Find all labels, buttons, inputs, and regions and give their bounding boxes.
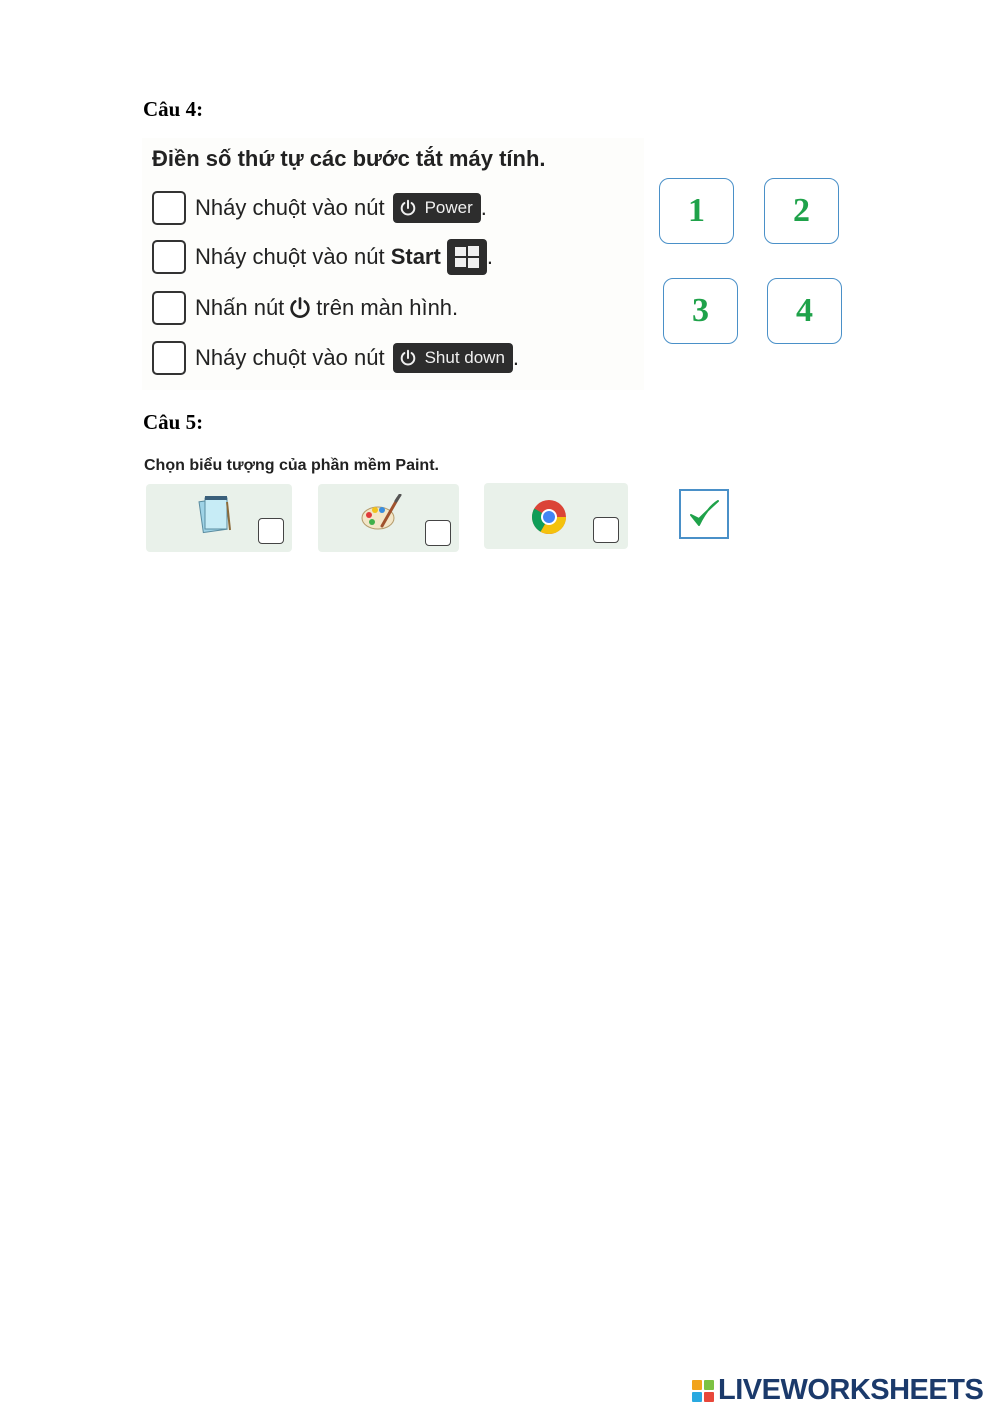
step-answer-box[interactable] <box>152 191 186 225</box>
liveworksheets-logo <box>692 1374 983 1407</box>
step-row-start <box>152 237 493 277</box>
chrome-icon <box>530 498 568 536</box>
checkmark-icon <box>687 498 721 530</box>
step-row-power-symbol <box>152 288 458 328</box>
step-answer-box[interactable] <box>152 240 186 274</box>
paint-checkbox[interactable] <box>425 520 451 546</box>
notepad-option-card <box>146 484 292 552</box>
question-5-instruction: Chọn biểu tượng của phần mềm Paint. <box>144 457 439 474</box>
step-answer-box[interactable] <box>152 291 186 325</box>
paint-option-card <box>318 484 459 552</box>
step-text: Nháy chuột vào nút <box>195 244 391 269</box>
power-icon <box>399 349 417 367</box>
liveworksheets-brand-text: LIVEWORKSHEETS <box>718 1374 984 1406</box>
step-text: Nháy chuột vào nút <box>195 345 385 370</box>
liveworksheets-logo-icon <box>692 1380 714 1402</box>
power-icon <box>399 199 417 217</box>
step-suffix: . <box>512 345 520 370</box>
step-text-suffix: trên màn hình. <box>316 295 459 320</box>
power-icon <box>288 296 312 320</box>
step-suffix: . <box>486 244 493 269</box>
step-answer-box[interactable] <box>152 341 186 375</box>
shutdown-button-label: Shut down <box>424 348 505 367</box>
chrome-option-card <box>484 483 628 549</box>
number-tile-3[interactable]: 3 <box>663 278 738 344</box>
number-tile-4[interactable]: 4 <box>767 278 842 344</box>
windows-start-icon <box>447 239 487 275</box>
step-row-power <box>152 188 487 228</box>
shutdown-button-chip <box>393 343 513 373</box>
notepad-icon <box>196 494 232 534</box>
step-row-shutdown <box>152 338 519 378</box>
power-button-label: Power <box>424 198 473 217</box>
notepad-checkbox[interactable] <box>258 518 284 544</box>
answer-check-box[interactable] <box>679 489 729 539</box>
question-4-instruction: Điền số thứ tự các bước tắt máy tính. <box>152 146 546 171</box>
question-5-title: Câu 5: <box>143 410 204 434</box>
power-button-chip <box>393 193 481 223</box>
question-4-panel <box>142 138 644 390</box>
chrome-checkbox[interactable] <box>593 517 619 543</box>
paint-icon <box>360 494 404 534</box>
step-text: Nhấn nút <box>195 295 285 320</box>
step-text: Nháy chuột vào nút <box>195 195 385 220</box>
number-tile-2[interactable]: 2 <box>764 178 839 244</box>
question-4-title: Câu 4: <box>143 97 204 121</box>
number-tile-1[interactable]: 1 <box>659 178 734 244</box>
start-label: Start <box>390 244 441 269</box>
step-suffix: . <box>480 195 487 220</box>
